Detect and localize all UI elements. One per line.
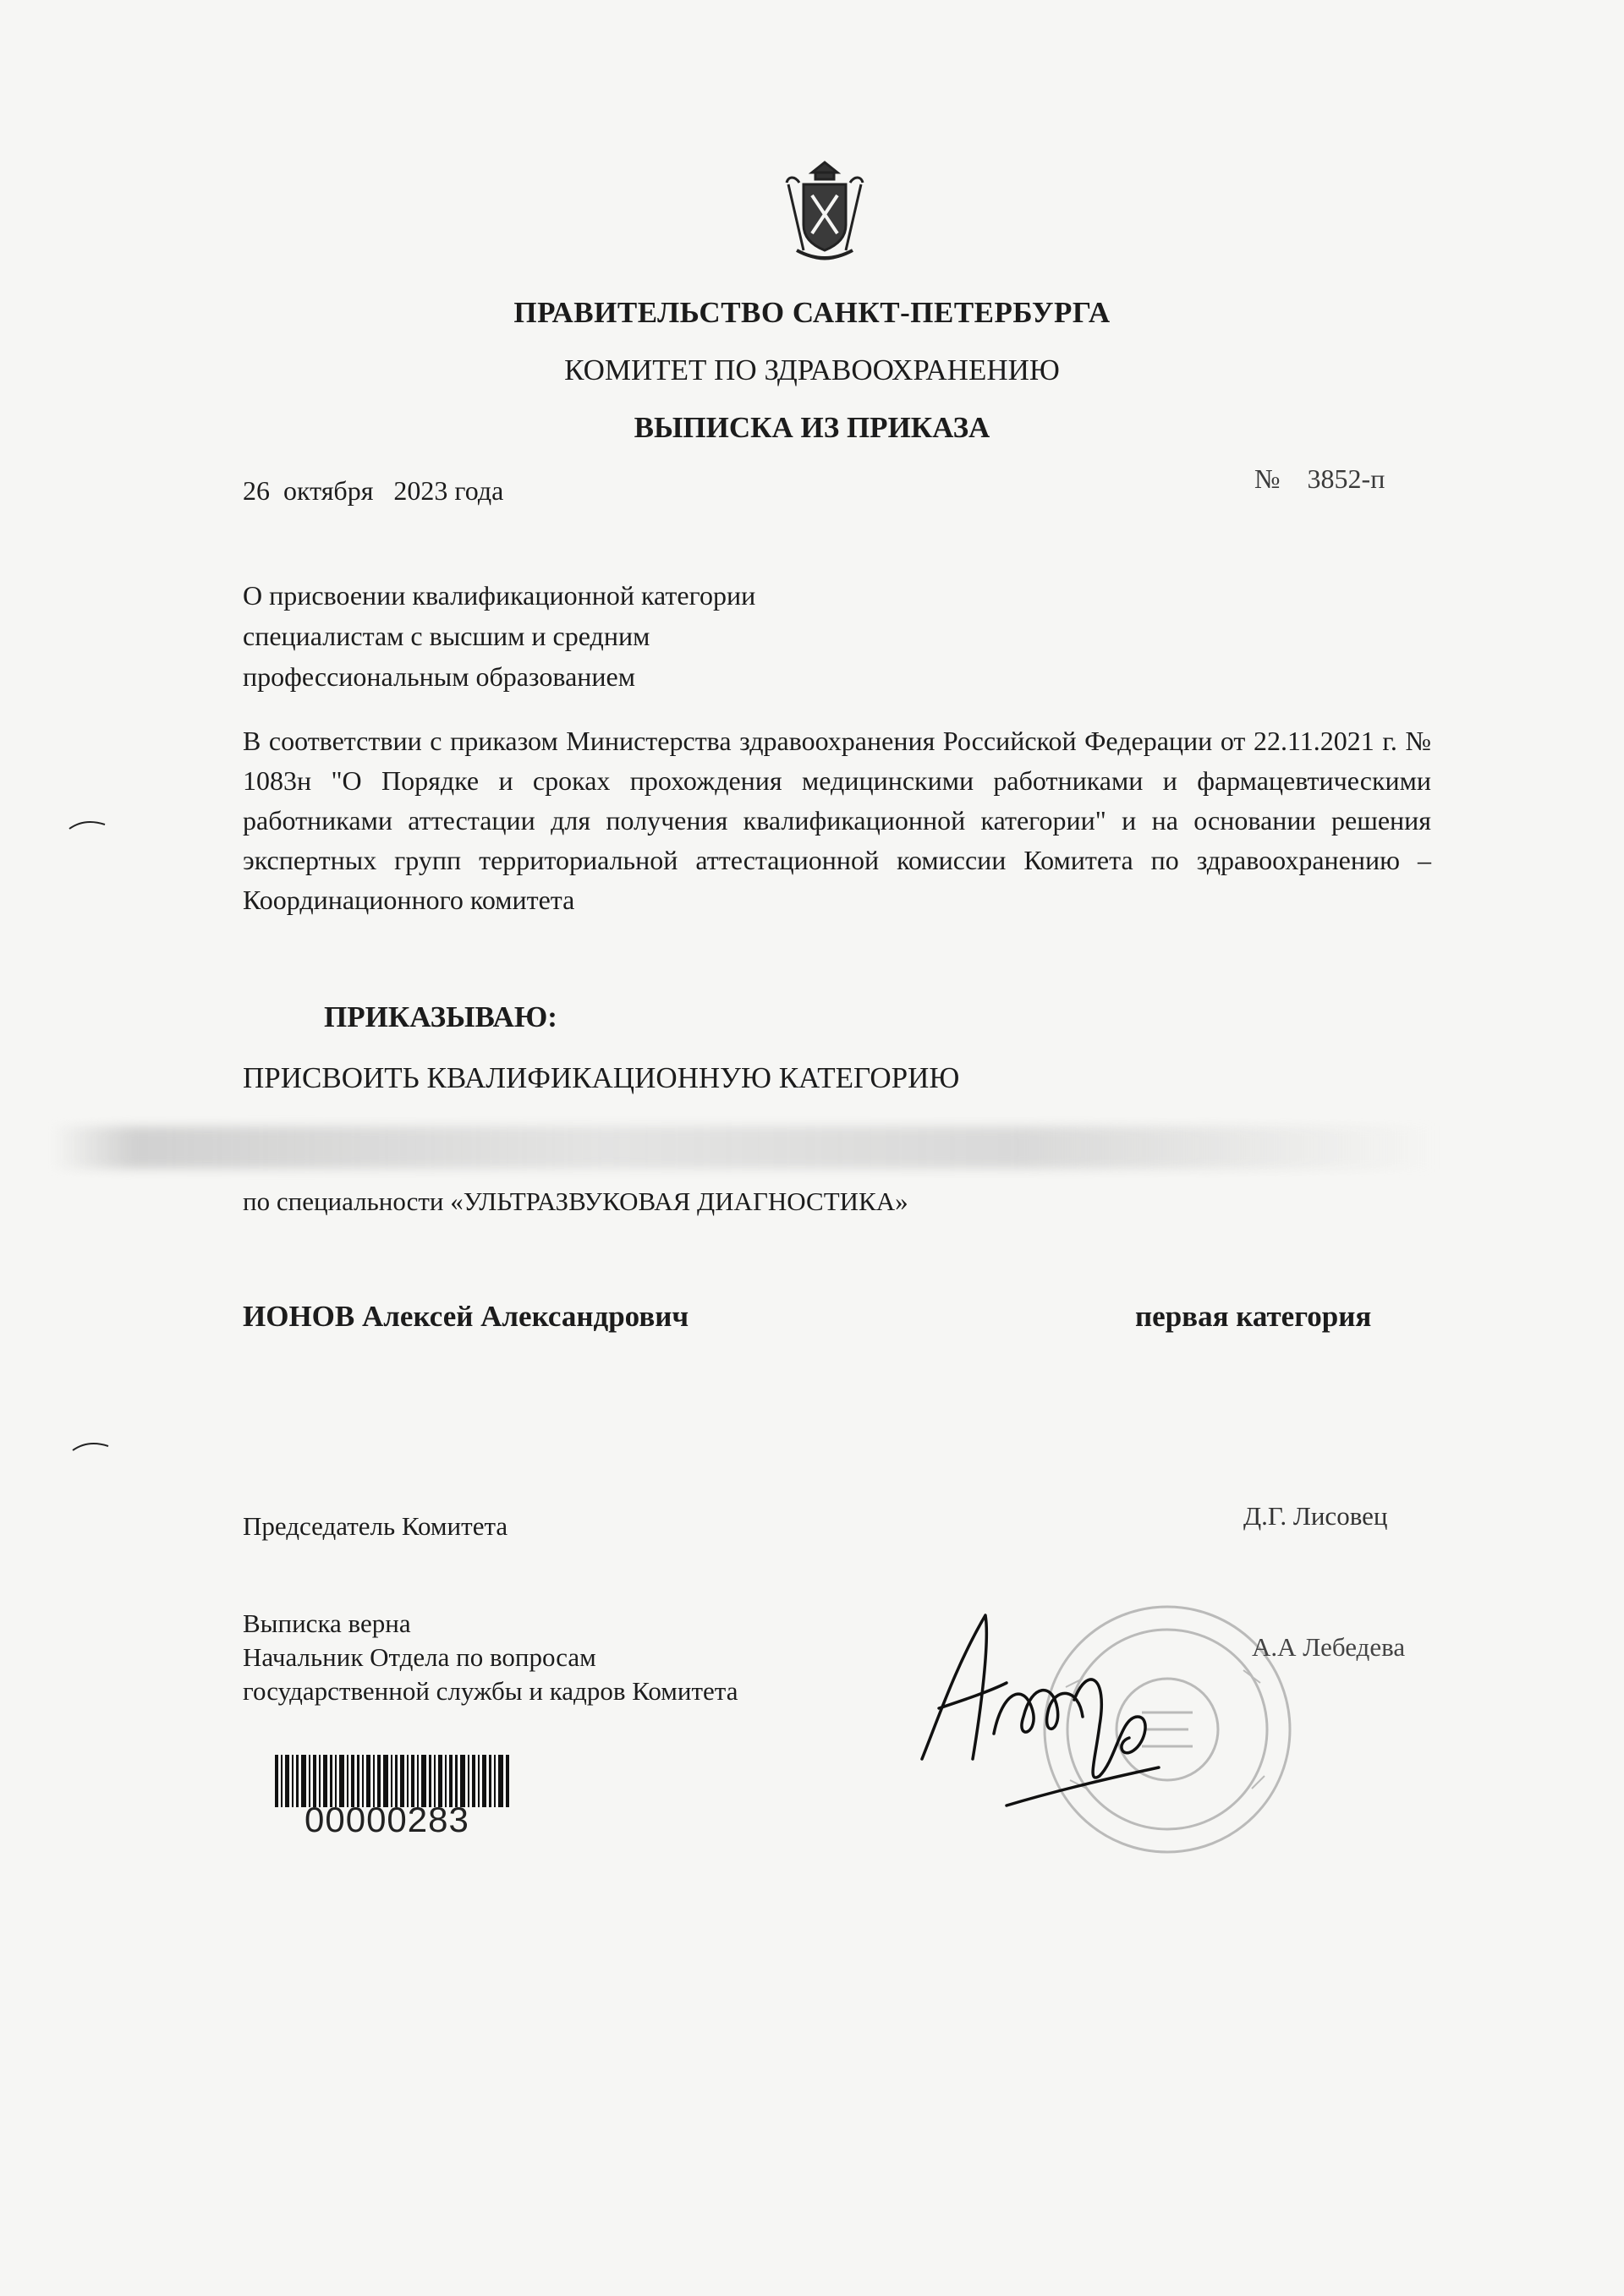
assignee-name: ИОНОВ Алексей Александрович (243, 1300, 689, 1333)
handwritten-signature (905, 1590, 1184, 1827)
chair-name: Д.Г. Лисовец (1243, 1501, 1388, 1531)
verification-block (243, 1607, 738, 1708)
verifier-name: А.А Лебедева (1252, 1632, 1406, 1662)
margin-mark (71, 1438, 110, 1455)
assigned-category: первая категория (1135, 1300, 1372, 1333)
margin-mark (68, 816, 107, 833)
speciality-line: по специальности «УЛЬТРАЗВУКОВАЯ ДИАГНОСТИКА» (243, 1186, 908, 1216)
redacted-strip (51, 1126, 1438, 1169)
committee-heading: КОМИТЕТ ПО ЗДРАВООХРАНЕНИЮ (564, 353, 1060, 386)
verification-line: Начальник Отдела по вопросам (243, 1642, 596, 1672)
government-heading: ПРАВИТЕЛЬСТВО САНКТ-ПЕТЕРБУРГА (513, 296, 1111, 329)
barcode-number: 00000283 (304, 1800, 469, 1839)
subject-line: О присвоении квалификационной категории (243, 580, 756, 611)
subject-line: профессиональным образованием (243, 661, 635, 692)
subject-line: специалистам с высшим и средним (243, 621, 650, 651)
verification-line: Выписка верна (243, 1608, 411, 1638)
verification-line: государственной службы и кадров Комитета (243, 1676, 738, 1706)
coat-of-arms-icon (778, 157, 871, 267)
order-date: 26 октября 2023 года (243, 475, 504, 506)
document-type-heading: ВЫПИСКА ИЗ ПРИКАЗА (634, 411, 990, 444)
chair-title: Председатель Комитета (243, 1511, 508, 1541)
order-subject (243, 575, 755, 697)
order-number: № 3852-п (1254, 463, 1385, 494)
order-command: ПРИКАЗЫВАЮ: (324, 1000, 557, 1033)
assign-category-line: ПРИСВОИТЬ КВАЛИФИКАЦИОННУЮ КАТЕГОРИЮ (243, 1061, 960, 1094)
preamble-paragraph: В соответствии с приказом Министерства здравоохранения Российской Федерации от 22.11.2021 г. № 1083н "О Порядке и сроках прохождения медицинскими работниками и фармацевтическими работниками аттестации для получения квалификационной категории" и на основании решения экспертных групп территориальной аттестационной комиссии Комитета по здравоохранению – Координационного комитета (243, 726, 1431, 915)
